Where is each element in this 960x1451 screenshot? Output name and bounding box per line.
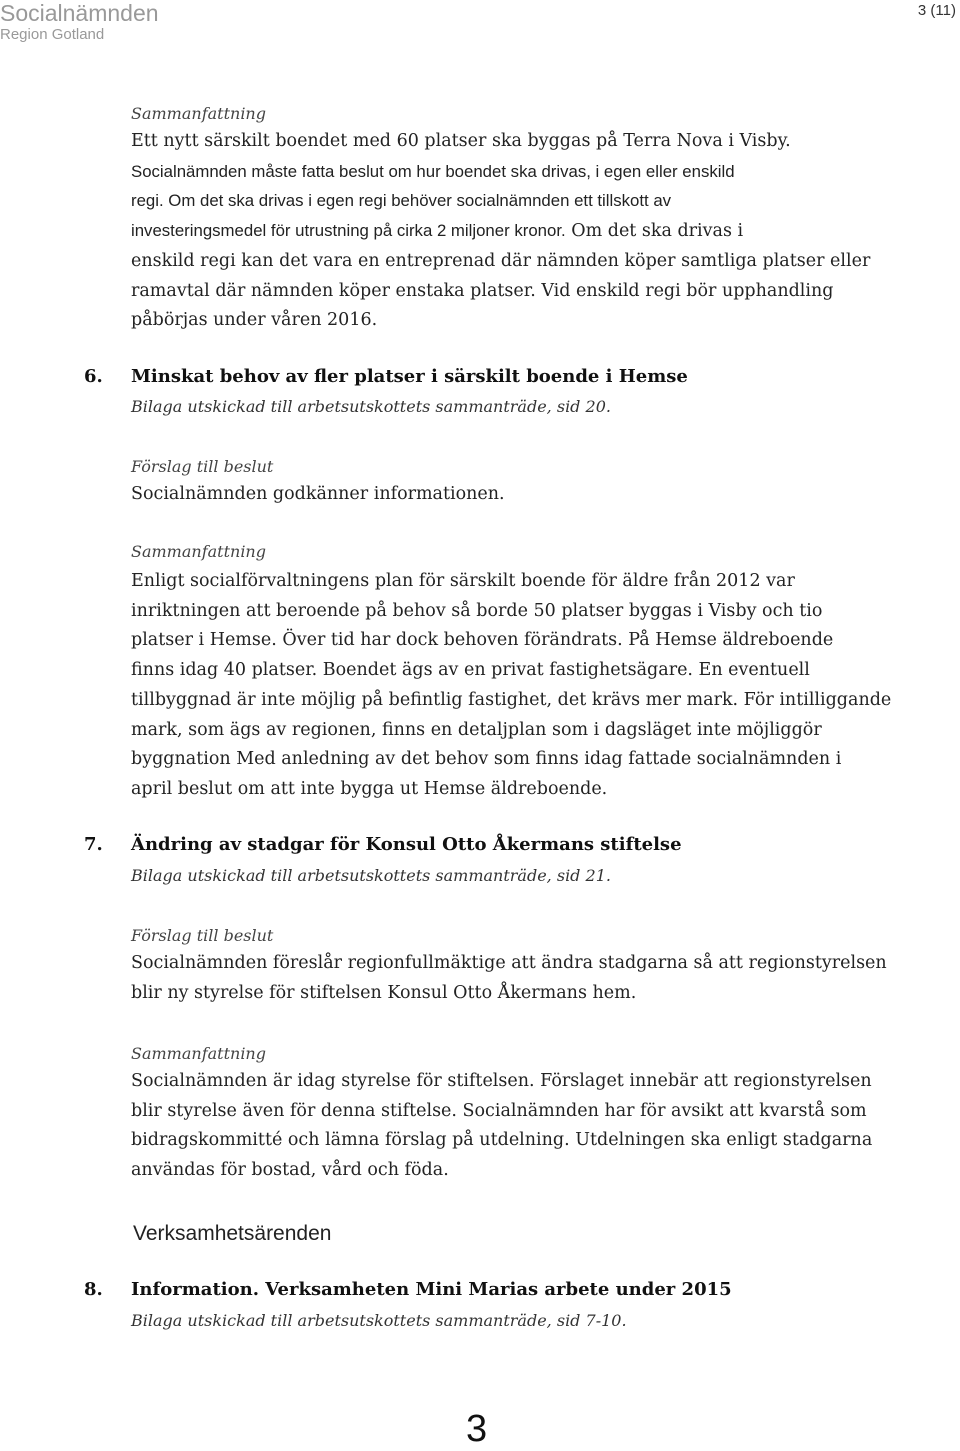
item-8-attachment: Bilaga utskickad till arbetsutskottets sammanträde, sid 7-10. [131, 1311, 627, 1330]
item-6-summary-line: mark, som ägs av regionen, finns en detaljplan som i dagsläget inte möjliggör [131, 719, 822, 740]
item-6-summary-line: april beslut om att inte bygga ut Hemse äldreboende. [131, 778, 608, 799]
header-page-label: 3 (11) [917, 2, 956, 19]
item-7-proposal-line: blir ny styrelse för stiftelsen Konsul Otto Åkermans hem. [131, 982, 637, 1003]
item-7-summary-line: användas för bostad, vård och föda. [131, 1160, 449, 1181]
intro-line: Socialnämnden måste fatta beslut om hur boendet ska drivas, i egen eller enskild [131, 161, 735, 181]
item-7-proposal-line: Socialnämnden föreslår regionfullmäktige att ändra stadgarna så att regionstyrelsen [131, 953, 887, 973]
item-7-summary-line: bidragskommitté och lämna förslag på utdelning. Utdelningen ska enligt stadgarna [131, 1130, 873, 1151]
item-6-proposal-label: Förslag till beslut [131, 457, 274, 476]
item-7-proposal [131, 949, 887, 1008]
item-6-summary-line: byggnation Med anledning av det behov som finns idag fattade socialnämnden i [131, 749, 842, 770]
item-7-number: 7. [84, 834, 103, 855]
footer-page-number: 3 [466, 1408, 488, 1450]
intro-line: enskild regi kan det vara en entreprenad där nämnden köper samtliga platser eller [131, 250, 871, 271]
item-6-number: 6. [84, 366, 103, 387]
item-7-title: Ändring av stadgar för Konsul Otto Åkermans stiftelse [131, 834, 682, 855]
item-6-proposal: Socialnämnden godkänner informationen. [131, 484, 505, 504]
intro-line: ramavtal där nämnden köper enstaka platser. Vid enskild regi bör upphandling [131, 280, 834, 301]
item-6-summary-line: finns idag 40 platser. Boendet ägs av en privat fastighetsägare. En eventuell [131, 660, 810, 681]
intro-line: investeringsmedel för utrustning på cirka 2 miljoner kronor. [131, 221, 566, 241]
item-6-title: Minskat behov av fler platser i särskilt boende i Hemse [131, 366, 688, 387]
item-7-summary-label: Sammanfattning [131, 1044, 266, 1063]
intro-line: Ett nytt särskilt boendet med 60 platser ska byggas på Terra Nova i Visby. [131, 131, 791, 151]
item-7-attachment: Bilaga utskickad till arbetsutskottets sammanträde, sid 21. [131, 866, 611, 885]
header-organization: Region Gotland [0, 26, 105, 43]
item-6-attachment: Bilaga utskickad till arbetsutskottets sammanträde, sid 20. [131, 397, 611, 416]
intro-summary-text [131, 127, 870, 336]
item-6-summary-text [131, 567, 891, 805]
item-6-summary-line: tillbyggnad är inte möjlig på befintlig fastighet, det krävs mer mark. För intilliggande [131, 689, 892, 710]
item-6-summary-line: Enligt socialförvaltningens plan för särskilt boende för äldre från 2012 var [131, 571, 795, 591]
item-8-number: 8. [84, 1279, 103, 1300]
item-6-summary-line: inriktningen att beroende på behov så borde 50 platser byggas i Visby och tio [131, 600, 823, 621]
item-6-summary-line: platser i Hemse. Över tid har dock behoven förändrats. På Hemse äldreboende [131, 630, 834, 651]
item-8-title: Information. Verksamheten Mini Marias arbete under 2015 [131, 1279, 732, 1300]
item-7-summary-text [131, 1067, 872, 1186]
intro-line: regi. Om det ska drivas i egen regi behöver socialnämnden ett tillskott av [131, 191, 672, 211]
header-title: Socialnämnden [0, 0, 159, 26]
item-6-summary-label: Sammanfattning [131, 542, 266, 561]
item-7-summary-line: Socialnämnden är idag styrelse för stiftelsen. Förslaget innebär att regionstyrelsen [131, 1071, 872, 1091]
intro-line: påbörjas under våren 2016. [131, 310, 378, 331]
intro-summary-label: Sammanfattning [131, 104, 266, 123]
section-heading: Verksamhetsärenden [133, 1222, 332, 1245]
item-7-summary-line: blir styrelse även för denna stiftelse. Socialnämnden har för avsikt att kvarstå som [131, 1100, 867, 1121]
intro-line-mixed [131, 216, 870, 247]
intro-line: Om det ska drivas i [571, 221, 744, 242]
item-7-proposal-label: Förslag till beslut [131, 926, 274, 945]
